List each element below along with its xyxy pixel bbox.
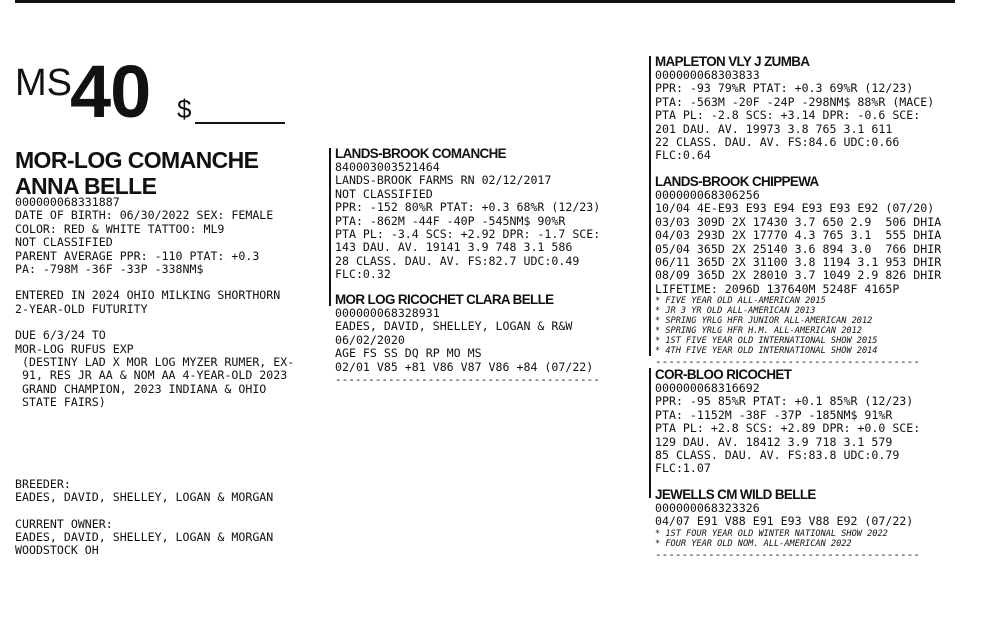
sire-side-bracket <box>649 56 651 356</box>
sire-sire-block <box>655 54 934 163</box>
sire-dam-name: LANDS-BROOK CHIPPEWA <box>655 174 819 189</box>
dam-sire-name: COR-BLOO RICOCHET <box>655 367 792 382</box>
sire-dam-block <box>655 174 941 367</box>
animal-info <box>15 196 294 558</box>
animal-entry: ENTERED IN 2024 OHIO MILKING SHORTHORN 2-YEAR-OLD FUTURITY <box>15 288 281 316</box>
dam-divider: ---------------------------------------- <box>335 374 600 386</box>
sire-dam-honors: * FIVE YEAR OLD ALL-AMERICAN 2015 * JR 3 YR OLD ALL-AMERICAN 2013 * SPRING YRLG HFR JUNIOR ALL-AMERICAN 2012 * SPRING YRLG HFR H.M. ALL-AMERICAN 2012 * 1ST FIVE YEAR OLD INTERNATIONAL SHOW 2015 * 4TH FIVE YEAR OLD INTERNATIONAL SHOW 2014 <box>655 296 878 357</box>
sire-sire-details: 000000068303833 PPR: -93 79%R PTAT: +0.3 69%R (12/23) PTA: -563M -20F -24P -298NM$ 88%R (MACE) PTA PL: -2.8 SCS: +3.14 DPR: -0.6 SCE: 201 DAU. AV. 19973 3.8 765 3.1 611 22 CLASS. DAU. AV. FS:84.6 UDC:0.66 FLC:0.64 <box>655 68 935 163</box>
dam-dam-name: JEWELLS CM WILD BELLE <box>655 487 816 502</box>
animal-details: 000000068331887 DATE OF BIRTH: 06/30/2022 SEX: FEMALE COLOR: RED & WHITE TATTOO: ML9 NOT CLASSIFIED PARENT AVERAGE PPR: -110 PTAT: +0.3 PA: -798M -36F -33P -338NM$ <box>15 195 274 277</box>
breeder-info: BREEDER: EADES, DAVID, SHELLEY, LOGAN & MORGAN <box>15 476 274 505</box>
dam-sire-block <box>655 367 920 476</box>
top-rule <box>15 0 955 3</box>
price-blank-line <box>195 122 285 124</box>
dam-details: 000000068328931 EADES, DAVID, SHELLEY, LOGAN & R&W 06/02/2020 AGE FS SS DQ RP MO MS 02/01 V85 +81 V86 V87 V86 +84 (07/22) <box>335 306 594 374</box>
sire-dam-details: 000000068306256 10/04 4E-E93 E93 E94 E93 E93 E92 (07/20) 03/03 309D 2X 17430 3.7 650 2.9 506 DHIA 04/03 293D 2X 17770 4.3 765 3.1 555 DHIA 05/04 365D 2X 25140 3.6 894 3.0 766 DHIR 06/11 365D 2X 31100 3.8 1194 3.1 953 DHIR 08/09 365D 2X 28010 3.7 1049 2.9 826 DHIR LIFETIME: 2096D 137640M 5248F 4165P <box>655 188 942 296</box>
owner-info: CURRENT OWNER: EADES, DAVID, SHELLEY, LOGAN & MORGAN WOODSTOCK OH <box>15 516 274 558</box>
dam-dam-block <box>655 487 926 560</box>
dam-name: MOR LOG RICOCHET CLARA BELLE <box>335 292 554 307</box>
sire-block <box>335 146 600 282</box>
lot-prefix: MS <box>15 62 72 104</box>
sire-dam-divider: ---------------------------------------- <box>655 356 920 368</box>
animal-name: MOR-LOG COMANCHE ANNA BELLE <box>15 147 259 199</box>
sire-bracket <box>329 148 331 306</box>
animal-due: DUE 6/3/24 TO MOR-LOG RUFUS EXP (DESTINY LAD X MOR LOG MYZER RUMER, EX- 91, RES JR AA & NOM AA 4-YEAR-OLD 2023 GRAND CHAMPION, 2023 INDIANA & OHIO STATE FAIRS) <box>15 328 295 410</box>
sire-name: LANDS-BROOK COMANCHE <box>335 146 506 161</box>
dam-dam-details: 000000068323326 04/07 E91 V88 E91 E93 V88 E92 (07/22) <box>655 501 914 529</box>
dam-side-bracket <box>649 368 651 498</box>
sire-sire-name: MAPLETON VLY J ZUMBA <box>655 54 810 69</box>
lot-number: 40 <box>70 50 151 133</box>
dam-dam-divider: ---------------------------------------- <box>655 548 920 560</box>
price-symbol: $ <box>177 94 192 124</box>
sire-details: 840003003521464 LANDS-BROOK FARMS RN 02/12/2017 NOT CLASSIFIED PPR: -152 80%R PTAT: +0.3 68%R (12/23) PTA: -862M -44F -40P -545NM$ 90%R PTA PL: -3.4 SCS: +2.92 DPR: -1.7 SCE: 143 DAU. AV. 19141 3.9 748 3.1 586 28 CLASS. DAU. AV. FS:82.7 UDC:0.49 FLC:0.32 <box>335 160 601 282</box>
dam-dam-honors: * 1ST FOUR YEAR OLD WINTER NATIONAL SHOW 2022 * FOUR YEAR OLD NOM. ALL-AMERICAN 2022 <box>655 528 888 549</box>
dam-block <box>335 292 607 385</box>
dam-sire-details: 000000068316692 PPR: -95 85%R PTAT: +0.1 85%R (12/23) PTA: -1152M -38F -37P -185NM$ 91%R PTA PL: +2.8 SCS: +2.89 DPR: +0.0 SCE: 129 DAU. AV. 18412 3.9 718 3.1 579 85 CLASS. DAU. AV. FS:83.8 UDC:0.79 FLC:1.07 <box>655 381 921 476</box>
